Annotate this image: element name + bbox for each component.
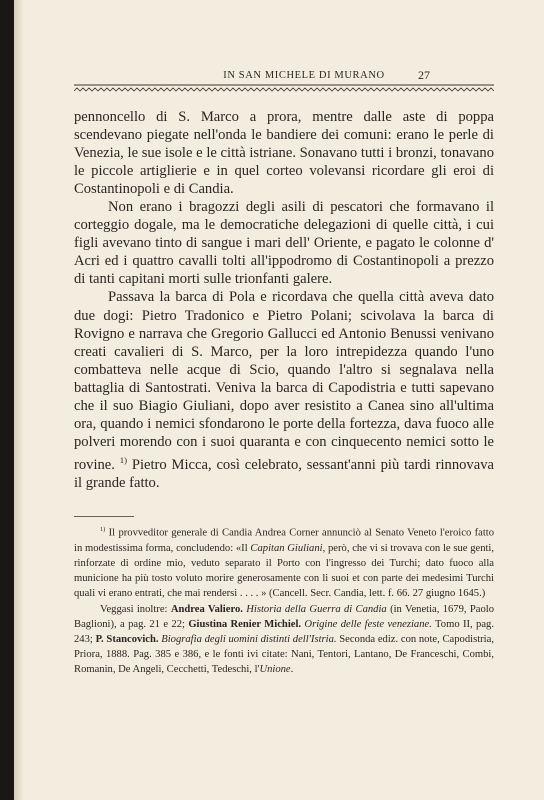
paragraph-text: Pietro Micca, così celebrato, sessant'anni più tardi rinnovava il grande fatto. xyxy=(74,456,494,491)
footnote-text: Tomo II, pag. 243; xyxy=(74,618,494,645)
paragraph: pennoncello di S. Marco a prora, mentre dalle aste di poppa scendevano piegate nell'onda le bandiere dei comuni: erano le perle di Venezia, le sue isole e le città istriane. Sonavano tutti i bronzi, tonavano le piccole artiglierie e in quel corteo volevansi ricordare gli eroi di Costantinopoli e di Candia. xyxy=(74,109,494,198)
book-page xyxy=(14,0,544,800)
footnote-title: Historia della Guerra di Candia xyxy=(246,603,387,615)
footnote-author: P. Stancovich. xyxy=(95,633,159,645)
footnote-divider xyxy=(74,516,134,517)
footnote-reference: 1) xyxy=(119,454,128,465)
footnote-text: Seconda ediz. con note, Capodistria, Priora, 1888. Pag. 385 e 386, e le fonti ivi citate: Nani, Tentori, Lantano, De Franceschi, Combi, Romanin, De Angeli, Cecchetti, Tedeschi, l' xyxy=(74,633,494,676)
footnote-italic: Capitan Giuliani xyxy=(250,542,323,554)
footnote-text: (in Venetia, 1679, Paolo Baglioni), a pag. 21 e 22; xyxy=(74,603,495,630)
footnote xyxy=(74,522,494,602)
paragraph: Non erano i bragozzi degli asili di pescatori che formavano il corteggio dogale, ma le democratiche delegazioni di quelle città, i cui figli avevano tinto di sangue i mari dell' Oriente, e pagato le colonne d' Acri ed i quattro cavalli tolti all'ippodromo di Costantinopoli a prezzo di tanti capitani morti sulle trionfanti galere. xyxy=(74,199,494,288)
ornamental-rule xyxy=(74,82,494,94)
footnote-title: Origine delle feste veneziane. xyxy=(304,618,432,630)
running-title: IN SAN MICHELE DI MURANO xyxy=(223,70,385,81)
footnote-title: Biografia degli uomini distinti dell'Istria. xyxy=(161,633,337,645)
footnote-text: Il provveditor generale di Candia Andrea Corner annunciò al Senato Veneto l'eroico fatto in modestissima forma, concludendo: «Il xyxy=(74,527,494,554)
footnote-text: Veggasi inoltre: xyxy=(100,603,168,615)
footnote-text: . xyxy=(290,664,294,676)
main-text xyxy=(74,108,494,492)
footnote-author: Andrea Valiero. xyxy=(170,603,243,615)
footnote xyxy=(74,602,494,678)
footnotes xyxy=(74,522,494,678)
page-number: 27 xyxy=(418,68,430,82)
footnote-author: Giustina Renier Michiel. xyxy=(188,618,302,630)
paragraph-text: Passava la barca di Pola e ricordava che quella città aveva dato due dogi: Pietro Tradonico e Pietro Polani; scivolava la barca di Rovigno e narrava che Gregorio Gallucci ed Antonio Benussi venivano creati cavalieri di S. Marco, per la loro intrepidezza quando l'uno combatteva nelle acque di Scio, quando l'altro si segnalava nella battaglia di Santostrati. Veniva la barca di Capodistria e tutti sapevano che il suo Biagio Giuliani, dopo aver resistito a Canea sino all'ultima ora, quando i nemici sfondarono le porte della fortezza, dava fuoco alle polveri morendo con i suoi quaranta e con cinquecento nemici sotto le rovine. xyxy=(74,289,494,473)
footnote-marker: 1) xyxy=(100,526,106,533)
footnote-text: , però, che vi si trovava con le sue genti, rinforzate di ordine mio, veduto separato il Porto con l'ingresso dei Turchi; dato fuoco alla municione ha più tosto voluto morire generosamente con li suoi et con parte dei medesimi Turchi quali vi erano entrati, che mai rendersi . . . . » (Cancell. Secr. Candia, lett. f. 66. 27 giugno 1645.) xyxy=(74,542,495,600)
footnote-title: Unione xyxy=(259,664,291,676)
paragraph xyxy=(74,288,494,491)
